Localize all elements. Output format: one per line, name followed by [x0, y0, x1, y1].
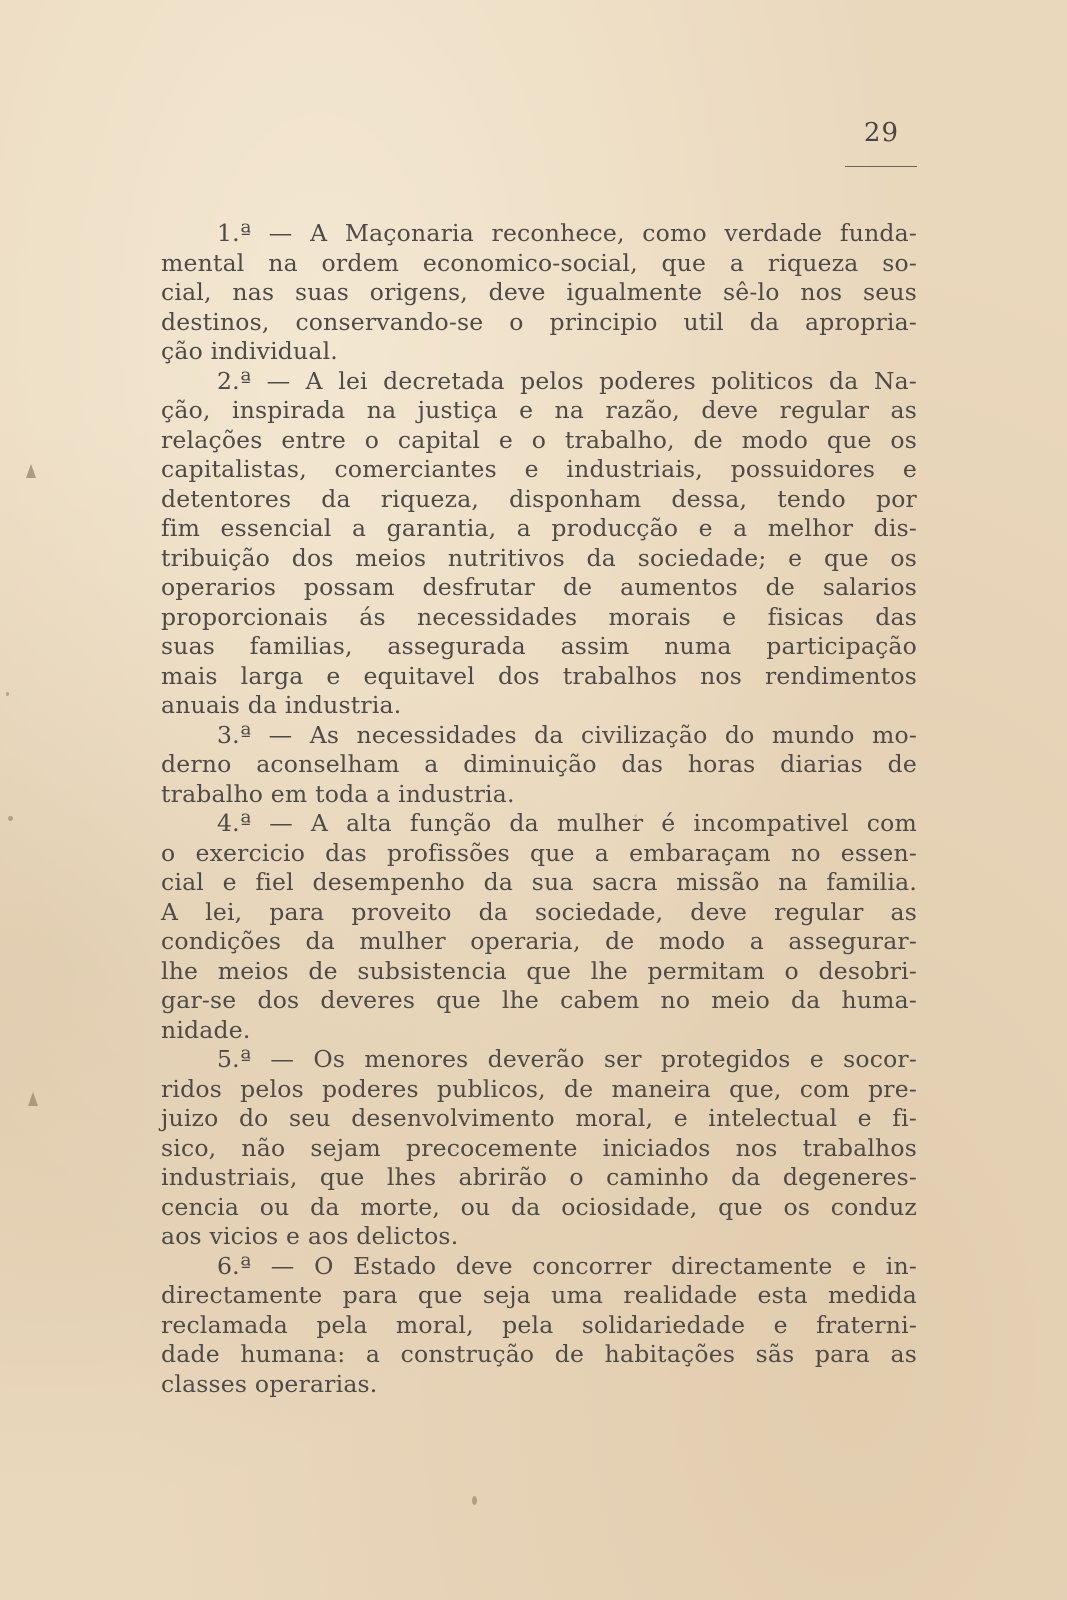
body-text — [161, 219, 917, 1399]
text-line: reclamada pela moral, pela solidariedade e fraterni- — [161, 1310, 917, 1339]
text-line: juizo do seu desenvolvimento moral, e intelectual e fi- — [161, 1104, 917, 1132]
text-line: 1.ª — A Maçonaria reconhece, como verdade funda- — [217, 219, 917, 247]
paper-spot — [634, 814, 637, 817]
text-line: tribuição dos meios nutritivos da sociedade; e que os — [161, 543, 917, 572]
paragraph-item-5 — [161, 1045, 917, 1252]
text-line: cencia ou da morte, ou da ociosidade, que os conduz — [161, 1192, 917, 1221]
text-line: 3.ª — As necessidades da civilização do mundo mo- — [217, 720, 917, 749]
page-number-rule — [845, 166, 917, 167]
text-line: aos vicios e aos delictos. — [161, 1222, 459, 1250]
text-line: operarios possam desfrutar de aumentos de salarios — [161, 573, 917, 601]
paper-spot — [472, 1496, 477, 1505]
text-line: dade humana: a construção de habitações sãs para as — [161, 1340, 917, 1368]
text-line: ridos pelos poderes publicos, de maneira que, com pre- — [161, 1074, 917, 1103]
text-line: classes operarias. — [161, 1369, 378, 1398]
text-line: sico, não sejam precocemente iniciados nos trabalhos — [161, 1133, 917, 1162]
text-line: gar-se dos deveres que lhe cabem no meio da huma- — [161, 986, 917, 1014]
text-line: relações entre o capital e o trabalho, de modo que os — [161, 425, 917, 454]
text-line: fim essencial a garantia, a producção e a melhor dis- — [161, 514, 917, 542]
text-line: ção, inspirada na justiça e na razão, deve regular as — [161, 396, 917, 424]
binding-hole-icon — [26, 1090, 40, 1108]
text-line: industriais, que lhes abrirão o caminho da degeneres- — [161, 1163, 917, 1191]
text-line: proporcionais ás necessidades morais e fisicas das — [161, 602, 917, 631]
text-line: anuais da industria. — [161, 691, 402, 719]
text-line: cial e fiel desempenho da sua sacra missão na familia. — [161, 868, 917, 896]
paragraph-item-6 — [161, 1252, 917, 1400]
paragraph-item-1 — [161, 219, 917, 367]
text-line: suas familias, assegurada assim numa participação — [161, 632, 917, 660]
text-line: derno aconselham a diminuição das horas diarias de — [161, 750, 917, 778]
text-line: detentores da riqueza, disponham dessa, tendo por — [161, 484, 917, 513]
text-line: 6.ª — O Estado deve concorrer directamente e in- — [217, 1251, 917, 1280]
text-line: cial, nas suas origens, deve igualmente sê-lo nos seus — [161, 278, 917, 306]
paragraph-item-3 — [161, 721, 917, 810]
text-line: mais larga e equitavel dos trabalhos nos rendimentos — [161, 661, 917, 690]
text-line: 2.ª — A lei decretada pelos poderes politicos da Na- — [217, 366, 917, 395]
text-line: ção individual. — [161, 337, 338, 365]
text-line: 5.ª — Os menores deverão ser protegidos e socor- — [217, 1045, 917, 1073]
text-line: condições da mulher operaria, de modo a assegurar- — [161, 927, 917, 955]
paragraph-item-4 — [161, 809, 917, 1045]
text-line: A lei, para proveito da sociedade, deve regular as — [161, 897, 917, 926]
binding-hole-icon — [24, 462, 38, 480]
page-number: 29 — [863, 118, 899, 148]
text-line: trabalho em toda a industria. — [161, 779, 515, 808]
text-line: nidade. — [161, 1015, 251, 1044]
text-line: mental na ordem economico-social, que a riqueza so- — [161, 248, 917, 277]
text-line: lhe meios de subsistencia que lhe permitam o desobri- — [161, 956, 917, 985]
text-line: o exercicio das profissões que a embaraçam no essen- — [161, 838, 917, 867]
paper-spot — [8, 816, 13, 821]
text-line: capitalistas, comerciantes e industriais, possuidores e — [161, 455, 917, 483]
paragraph-item-2 — [161, 367, 917, 721]
text-line: directamente para que seja uma realidade esta medida — [161, 1281, 917, 1309]
text-line: destinos, conservando-se o principio util da apropria- — [161, 307, 917, 336]
text-line: 4.ª — A alta função da mulher é incompativel com — [217, 809, 917, 837]
paper-spot — [6, 692, 9, 696]
